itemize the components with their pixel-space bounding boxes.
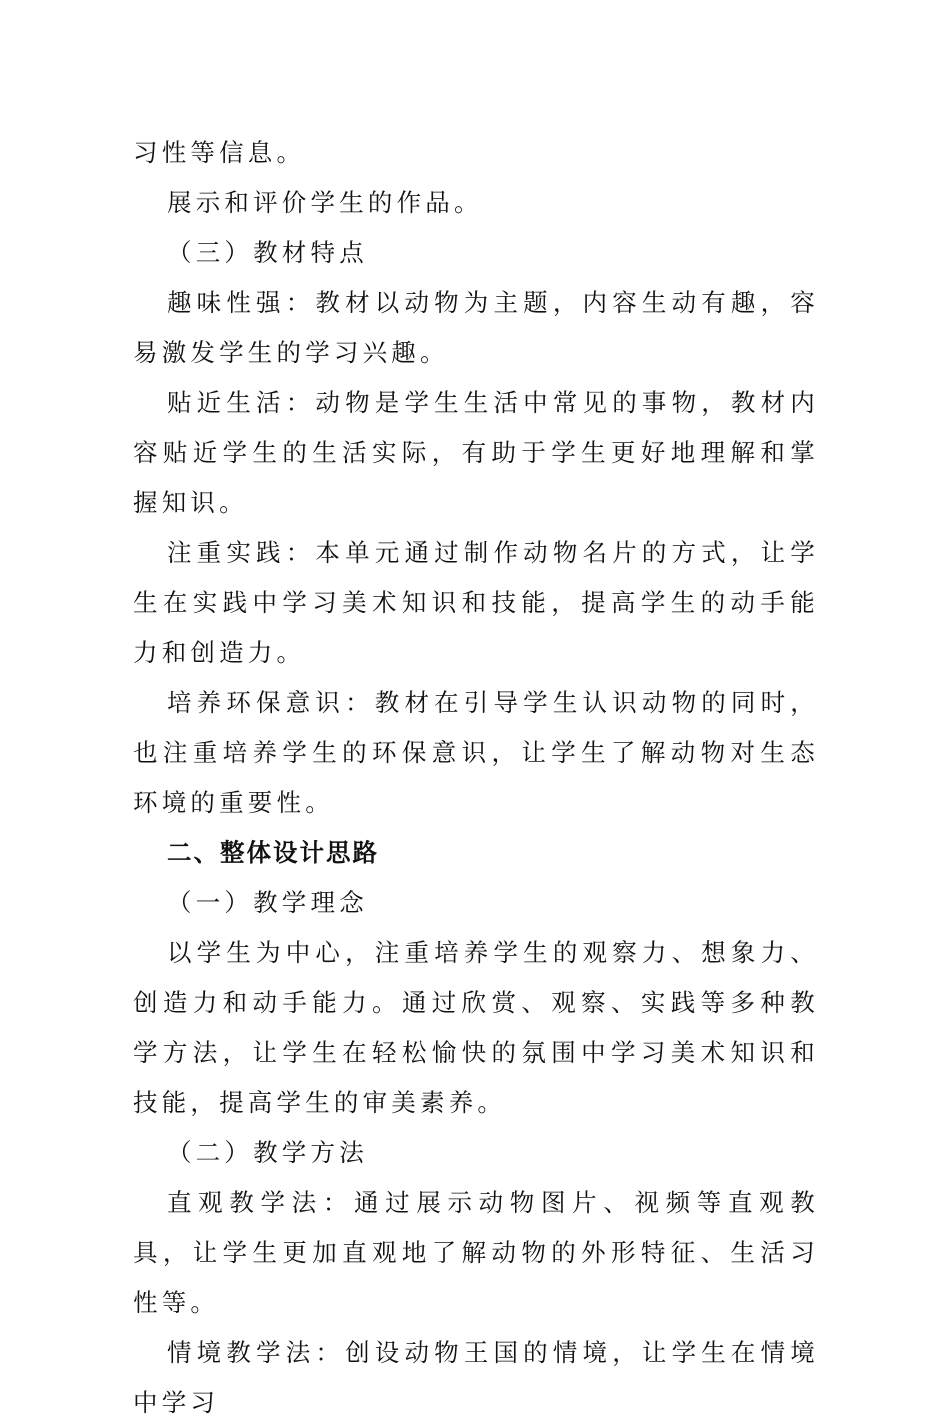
- paragraph-show-works: 展示和评价学生的作品。: [167, 188, 483, 217]
- paragraph-situational-method: 情境教学法：创设动物王国的情境，让学生在情境中学习: [133, 1338, 819, 1417]
- subheading-textbook-features: （三）教材特点: [167, 238, 368, 267]
- paragraph-intuitive-method: 直观教学法：通过展示动物图片、视频等直观教具，让学生更加直观地了解动物的外形特征、生活习性等。: [133, 1188, 819, 1317]
- subheading-teaching-philosophy: （一）教学理念: [167, 888, 368, 917]
- paragraph-interesting: 趣味性强：教材以动物为主题，内容生动有趣，容易激发学生的学习兴趣。: [133, 288, 819, 367]
- subheading-teaching-methods: （二）教学方法: [167, 1138, 368, 1167]
- paragraph-student-centered: 以学生为中心，注重培养学生的观察力、想象力、创造力和动手能力。通过欣赏、观察、实践等多种教学方法，让学生在轻松愉快的氛围中学习美术知识和技能，提高学生的审美素养。: [133, 938, 819, 1117]
- paragraph-environment: 培养环保意识：教材在引导学生认识动物的同时，也注重培养学生的环保意识，让学生了解动物对生态环境的重要性。: [133, 688, 819, 817]
- paragraph-habits-info: 习性等信息。: [133, 138, 306, 167]
- heading-overall-design: 二、整体设计思路: [167, 838, 379, 867]
- paragraph-close-to-life: 贴近生活：动物是学生生活中常见的事物，教材内容贴近学生的生活实际，有助于学生更好地理解和掌握知识。: [133, 388, 819, 517]
- document-page: [133, 128, 819, 1428]
- paragraph-practice: 注重实践：本单元通过制作动物名片的方式，让学生在实践中学习美术知识和技能，提高学生的动手能力和创造力。: [133, 538, 819, 667]
